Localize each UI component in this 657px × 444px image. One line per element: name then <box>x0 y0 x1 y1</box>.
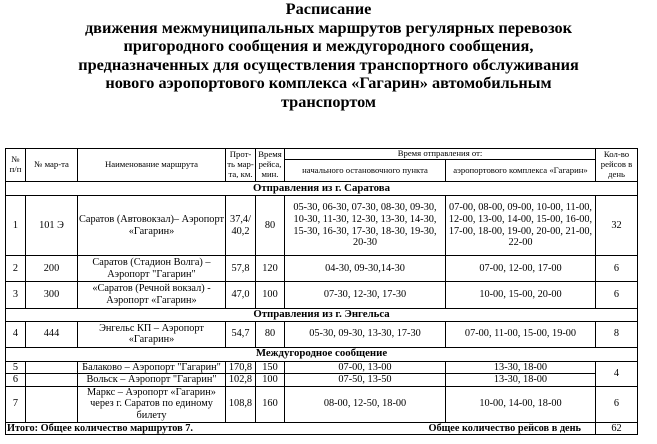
header-dep-start: начального остановочного пункта <box>285 160 446 182</box>
cell-from-airport: 10-00, 15-00, 20-00 <box>446 282 596 309</box>
header-length: Прот-ть мар-та, км. <box>226 149 256 182</box>
cell-length: 108,8 <box>226 386 256 422</box>
cell-name: Энгельс КП – Аэропорт «Гагарин» <box>78 321 226 347</box>
total-trips-value: 62 <box>596 422 638 435</box>
title-line: транспортом <box>280 91 377 111</box>
cell-from-airport: 13-30, 18-00 <box>446 374 596 387</box>
cell-from-start: 05-30, 09-30, 13-30, 17-30 <box>285 321 446 347</box>
cell-num: 3 <box>6 282 26 309</box>
cell-length: 37,4/ 40,2 <box>226 196 256 256</box>
cell-trips: 6 <box>596 386 638 422</box>
cell-route <box>26 374 78 387</box>
totals-label <box>6 422 596 435</box>
table-row <box>6 386 638 422</box>
document-title <box>0 0 657 112</box>
cell-name: Вольск – Аэропорт "Гагарин" <box>78 374 226 387</box>
cell-route: 300 <box>26 282 78 309</box>
cell-time: 160 <box>256 386 285 422</box>
section-row <box>6 347 638 361</box>
header-num: № п/п <box>6 149 26 182</box>
cell-from-start: 07-00, 13-00 <box>285 361 446 374</box>
title-line: движения межмуниципальных маршрутов регулярных перевозок <box>84 17 573 37</box>
cell-trips: 6 <box>596 282 638 309</box>
table-row <box>6 321 638 347</box>
header-name: Наименование маршрута <box>78 149 226 182</box>
cell-time: 100 <box>256 282 285 309</box>
total-routes: Итого: Общее количество маршрутов 7. <box>7 422 194 434</box>
cell-time: 80 <box>256 321 285 347</box>
header-time: Время рейса, мин. <box>256 149 285 182</box>
cell-from-start: 07-50, 13-50 <box>285 374 446 387</box>
cell-trips: 6 <box>596 256 638 282</box>
cell-name: Саратов (Стадион Волга) – Аэропорт "Гагарин" <box>78 256 226 282</box>
totals-row <box>6 422 638 435</box>
header-trips: Кол-во рейсов в день <box>596 149 638 182</box>
cell-num: 6 <box>6 374 26 387</box>
cell-from-airport: 07-00, 12-00, 17-00 <box>446 256 596 282</box>
title-line: пригородного сообщения и междугородного сообщения, <box>123 36 534 56</box>
cell-num: 5 <box>6 361 26 374</box>
cell-from-start: 05-30, 06-30, 07-30, 08-30, 09-30, 10-30, 11-30, 12-30, 13-30, 14-30, 15-30, 16-30, 17-30, 18-30, 19-30, 20-30 <box>285 196 446 256</box>
header-row <box>6 149 638 160</box>
table-row <box>6 361 638 374</box>
section-row <box>6 309 638 322</box>
cell-trips: 8 <box>596 321 638 347</box>
cell-time: 150 <box>256 361 285 374</box>
cell-from-start: 08-00, 12-50, 18-00 <box>285 386 446 422</box>
total-trips-label: Общее количество рейсов в день <box>428 422 581 434</box>
title-line: нового аэропортового комплекса «Гагарин» автомобильным <box>105 73 552 93</box>
cell-num: 2 <box>6 256 26 282</box>
cell-name: «Саратов (Речной вокзал) - Аэропорт «Гагарин» <box>78 282 226 309</box>
title-line: предназначенных для осуществления транспортного обслуживания <box>78 54 579 74</box>
section-title: Отправления из г. Энгельса <box>6 309 638 322</box>
section-title: Отправления из г. Саратова <box>6 182 638 196</box>
table-row <box>6 196 638 256</box>
cell-from-start: 04-30, 09-30,14-30 <box>285 256 446 282</box>
cell-trips: 4 <box>596 361 638 386</box>
cell-num: 1 <box>6 196 26 256</box>
table-row <box>6 282 638 309</box>
cell-route: 200 <box>26 256 78 282</box>
cell-length: 54,7 <box>226 321 256 347</box>
cell-from-start: 07-30, 12-30, 17-30 <box>285 282 446 309</box>
cell-from-airport: 13-30, 18-00 <box>446 361 596 374</box>
cell-time: 100 <box>256 374 285 387</box>
cell-length: 47,0 <box>226 282 256 309</box>
cell-name: Маркс – Аэропорт «Гагарин» через г. Саратов по единому билету <box>78 386 226 422</box>
cell-length: 57,8 <box>226 256 256 282</box>
cell-length: 102,8 <box>226 374 256 387</box>
header-route-num: № мар-та <box>26 149 78 182</box>
cell-from-airport: 10-00, 14-00, 18-00 <box>446 386 596 422</box>
section-row <box>6 182 638 196</box>
cell-trips: 32 <box>596 196 638 256</box>
cell-route: 444 <box>26 321 78 347</box>
title-line: Расписание <box>285 0 372 18</box>
table-row <box>6 256 638 282</box>
cell-route <box>26 361 78 374</box>
cell-time: 120 <box>256 256 285 282</box>
cell-time: 80 <box>256 196 285 256</box>
schedule-table <box>5 148 638 435</box>
header-departure: Время отправления от: <box>285 149 596 160</box>
cell-route <box>26 386 78 422</box>
cell-from-airport: 07-00, 11-00, 15-00, 19-00 <box>446 321 596 347</box>
cell-name: Саратов (Автовокзал)– Аэропорт «Гагарин» <box>78 196 226 256</box>
cell-route: 101 Э <box>26 196 78 256</box>
cell-num: 4 <box>6 321 26 347</box>
header-dep-airport: аэропортового комплекса «Гагарин» <box>446 160 596 182</box>
section-title: Междугородное сообщение <box>6 347 638 361</box>
cell-length: 170,8 <box>226 361 256 374</box>
table-row <box>6 374 638 387</box>
cell-from-airport: 07-00, 08-00, 09-00, 10-00, 11-00, 12-00, 13-00, 14-00, 15-00, 16-00, 17-00, 18-00, 19-00, 20-00, 21-00, 22-00 <box>446 196 596 256</box>
cell-name: Балаково – Аэропорт "Гагарин" <box>78 361 226 374</box>
cell-num: 7 <box>6 386 26 422</box>
